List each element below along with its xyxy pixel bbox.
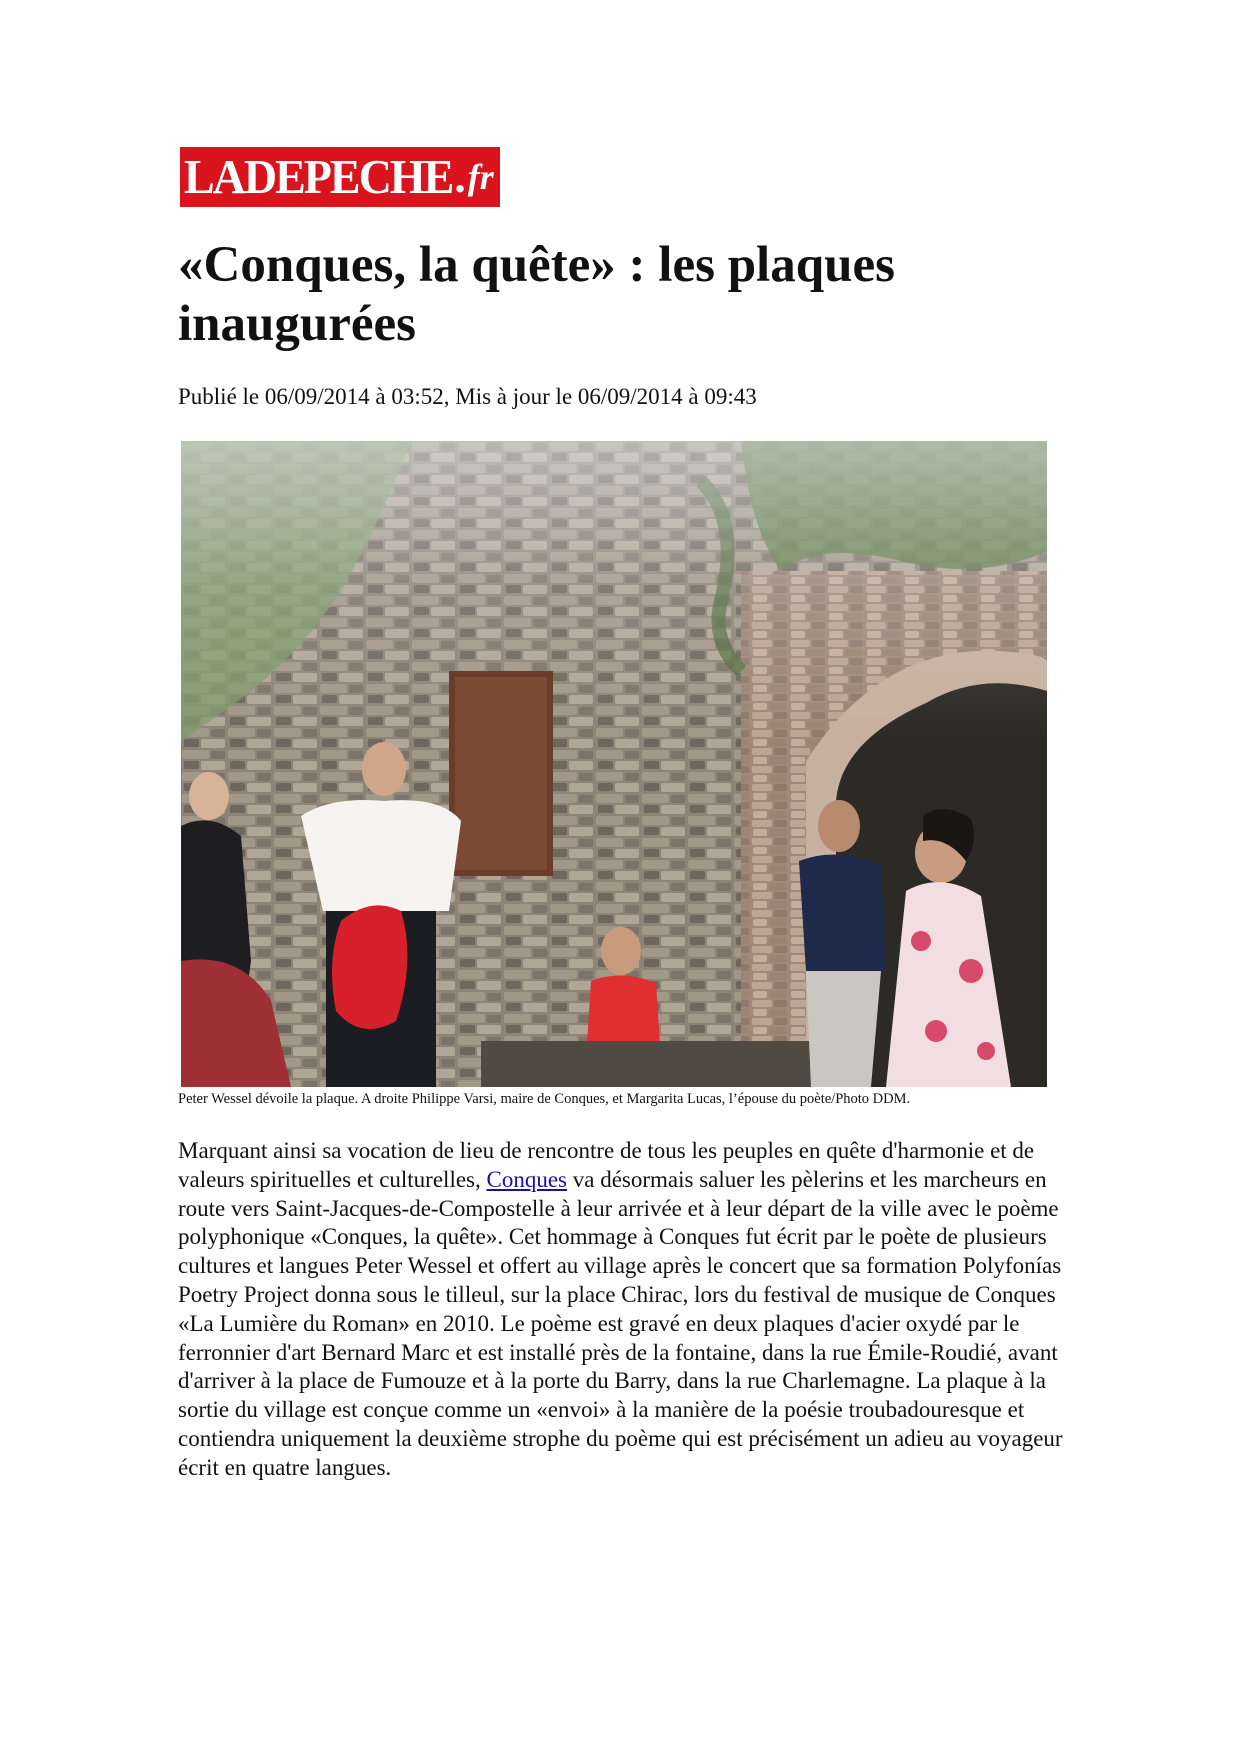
- conques-link[interactable]: Conques: [486, 1166, 567, 1192]
- publication-date: Publié le 06/09/2014 à 03:52, Mis à jour le 06/09/2014 à 09:43: [178, 384, 757, 409]
- body-text-part-2: va désormais saluer les pèlerins et les marcheurs en route vers Saint-Jacques-de-Compostelle à leur arrivée et à leur départ de la ville avec le poème polyphonique «Conques, la quête». Cet hommage à Conques fut écrit par le poète de plusieurs cultures et langues Peter Wessel et offert au village après le concert que sa formation Polyfonías Poetry Project donna sous le tilleul, sur la place Chirac, lors du festival de musique de Conques «La Lumière du Roman» en 2010. Le poème est gravé en deux plaques d'acier oxydé par le ferronnier d'art Bernard Marc et est installé près de la fontaine, dans la rue Émile-Roudié, avant d'arriver à la place de Fumouze et à la porte du Barry, dans la rue Charlemagne. La plaque à la sortie du village est conçue comme un «envoi» à la manière de la poésie troubadouresque et contiendra uniquement la deuxième strophe du poème qui est précisément un adieu au voyageur écrit en quatre langues.: [178, 1166, 1063, 1480]
- article-body: [178, 1137, 1073, 1483]
- logo-suffix: fr: [467, 157, 494, 197]
- body-text-part-1: Marquant ainsi sa vocation de lieu de rencontre de tous les peuples en quête d'harmonie et de valeurs spirituelles et culturelles,: [178, 1138, 1035, 1192]
- photo-illustration: [181, 441, 1047, 1087]
- article-title: «Conques, la quête» : les plaques inaugurées: [178, 237, 895, 352]
- photo-caption: Peter Wessel dévoile la plaque. A droite Philippe Varsi, maire de Conques, et Margarita Lucas, l’épouse du poète/Photo DDM.: [178, 1091, 911, 1107]
- ladepeche-logo[interactable]: [180, 147, 500, 207]
- logo-dot: .: [454, 151, 466, 202]
- article-photo: [181, 441, 1047, 1087]
- logo-wordmark: LADEPECHE: [184, 149, 453, 204]
